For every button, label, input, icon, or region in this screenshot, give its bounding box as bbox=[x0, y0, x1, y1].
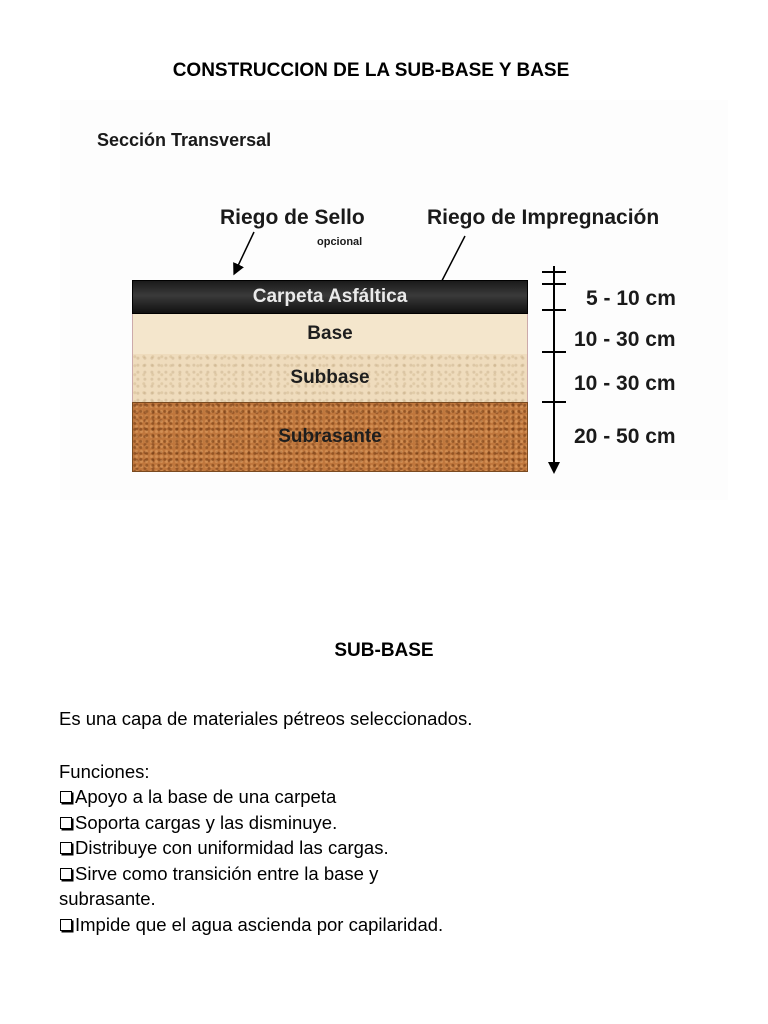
figure-heading: Sección Transversal bbox=[97, 130, 272, 150]
list-item bbox=[59, 784, 459, 810]
checkbox-bullet-icon bbox=[60, 791, 72, 803]
functions-list bbox=[59, 784, 459, 937]
checkbox-bullet-icon bbox=[60, 868, 72, 880]
list-item bbox=[59, 912, 459, 938]
cross-section-figure bbox=[60, 100, 728, 500]
riego-sello-label: Riego de Sello bbox=[220, 206, 365, 229]
layer-label: Base bbox=[307, 323, 353, 344]
checkbox-bullet-icon bbox=[60, 919, 72, 931]
layer-carpeta-asfaltica bbox=[132, 280, 528, 314]
thickness-scale bbox=[542, 266, 566, 474]
layer-base bbox=[132, 314, 528, 354]
list-item-text: Impide que el agua ascienda por capilaridad. bbox=[75, 913, 444, 935]
thickness-label: 5 - 10 cm bbox=[586, 287, 676, 310]
list-item-text: Sirve como transición entre la base y subrasante. bbox=[59, 862, 379, 909]
list-item-text: Soporta cargas y las disminuye. bbox=[75, 811, 338, 833]
thickness-label: 10 - 30 cm bbox=[574, 372, 676, 395]
thickness-label: 10 - 30 cm bbox=[574, 328, 676, 351]
intro-paragraph: Es una capa de materiales pétreos seleccionados. bbox=[59, 708, 473, 729]
opcional-label: opcional bbox=[317, 236, 363, 248]
document-title bbox=[0, 60, 768, 82]
list-item-text: Apoyo a la base de una carpeta bbox=[75, 786, 337, 807]
document-title-text: CONSTRUCCION DE LA SUB-BASE Y BASE bbox=[172, 60, 570, 81]
layer-label: Subrasante bbox=[278, 426, 382, 447]
list-item bbox=[59, 861, 439, 912]
funciones-label: Funciones: bbox=[59, 761, 150, 782]
thickness-label: 20 - 50 cm bbox=[574, 425, 676, 448]
layer-label: Subbase bbox=[290, 367, 370, 388]
layer-subrasante bbox=[132, 402, 528, 472]
list-item bbox=[59, 810, 459, 836]
layer-label: Carpeta Asfáltica bbox=[252, 286, 408, 307]
riego-impregnacion-label: Riego de Impregnación bbox=[427, 206, 660, 229]
riego-sello-arrow bbox=[236, 232, 254, 270]
list-item-text: Distribuye con uniformidad las cargas. bbox=[75, 837, 389, 858]
checkbox-bullet-icon bbox=[60, 842, 72, 854]
list-item bbox=[59, 835, 459, 861]
checkbox-bullet-icon bbox=[60, 817, 72, 829]
section-heading: SUB-BASE bbox=[334, 640, 434, 661]
layer-subbase bbox=[132, 354, 528, 402]
